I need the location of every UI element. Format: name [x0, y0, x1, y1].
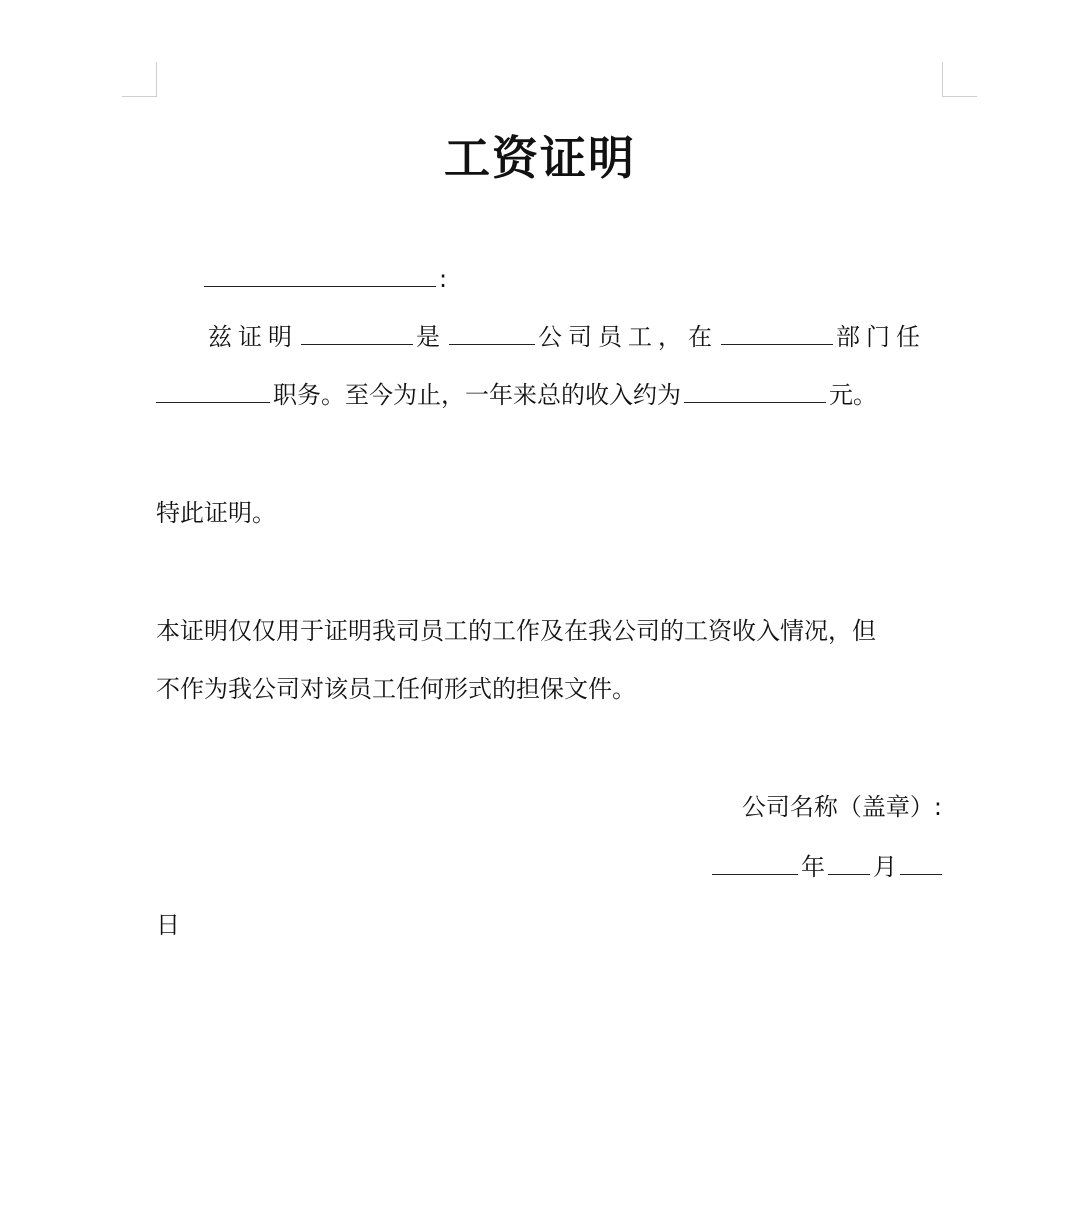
- is-text: 是: [416, 323, 446, 351]
- position-blank[interactable]: [156, 378, 270, 403]
- position-income-text: 职务。至今为止，一年来总的收入约为: [273, 381, 681, 409]
- month-blank[interactable]: [828, 850, 870, 875]
- page-corner-mark-top-left: [122, 62, 157, 97]
- income-amount-blank[interactable]: [684, 378, 826, 403]
- document-title: 工资证明: [444, 131, 636, 185]
- company-seal-label: 公司名称（盖章）:: [741, 793, 942, 821]
- year-label: 年: [801, 853, 825, 881]
- company-employee-text: 公司员工，在: [538, 323, 718, 351]
- year-blank[interactable]: [712, 850, 798, 875]
- department-serve-text: 部门任: [836, 323, 926, 351]
- day-label: 日: [156, 911, 180, 939]
- disclaimer-line-1: 本证明仅仅用于证明我司员工的工作及在我公司的工资收入情况，但: [156, 617, 876, 645]
- salutation-line: [204, 262, 447, 296]
- month-label: 月: [873, 853, 897, 881]
- page-corner-mark-top-right: [942, 62, 977, 97]
- day-blank[interactable]: [900, 850, 942, 875]
- currency-suffix: 元。: [829, 381, 877, 409]
- disclaimer-line-2: 不作为我公司对该员工任何形式的担保文件。: [156, 675, 636, 703]
- certify-prefix: 兹证明: [208, 323, 298, 351]
- certification-line-2: [156, 378, 877, 412]
- department-blank[interactable]: [721, 320, 833, 345]
- company-name-blank[interactable]: [449, 320, 535, 345]
- employee-name-blank[interactable]: [301, 320, 413, 345]
- certification-line-1: [208, 320, 926, 354]
- salutation-colon: :: [439, 265, 448, 293]
- recipient-blank[interactable]: [204, 262, 436, 287]
- certify-statement: 特此证明。: [156, 499, 276, 527]
- date-line: [709, 850, 942, 884]
